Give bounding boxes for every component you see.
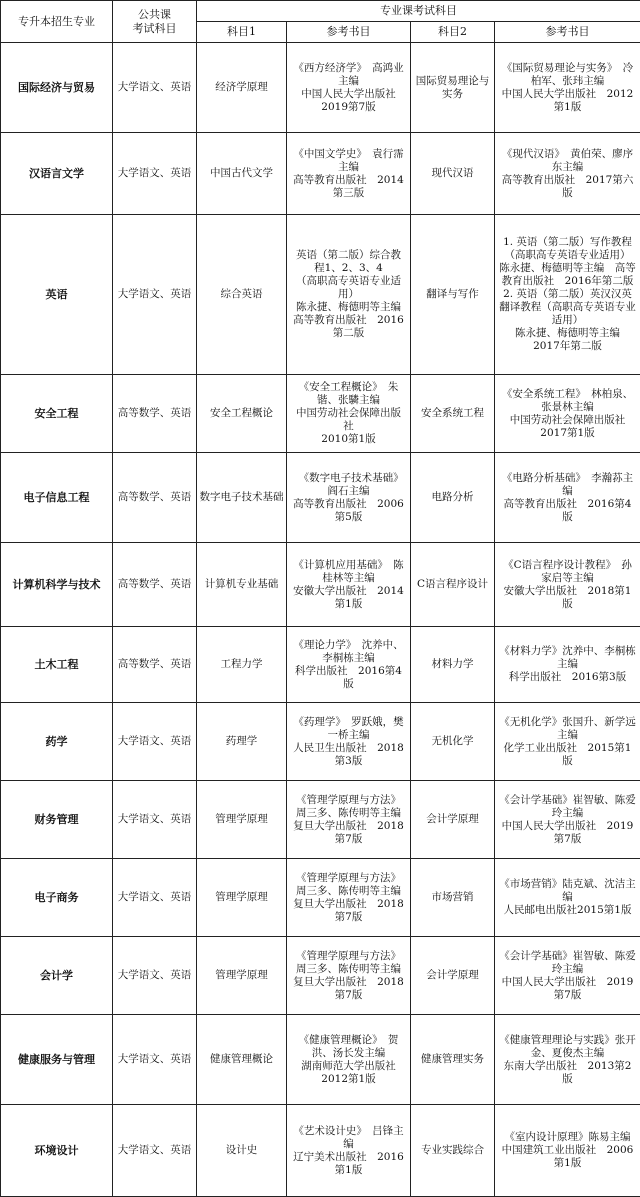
books1-cell [287, 43, 411, 133]
books1-cell [287, 781, 411, 859]
subject1-cell: 设计史 [197, 1105, 287, 1197]
books1-cell-line: 高等教育出版社 2006第5版 [291, 498, 406, 524]
books2-cell-line: 2. 英语（第二版）英汉汉英翻译教程（高职高专英语专业适用） [499, 288, 636, 327]
books1-cell-line: 周三多、陈传明等主编 [291, 885, 406, 898]
books2-cell [495, 453, 640, 543]
books2-cell [495, 215, 640, 375]
public-subjects-cell: 大学语文、英语 [113, 133, 197, 215]
subject1-cell: 管理学原理 [197, 781, 287, 859]
subject2-cell: 材料力学 [411, 627, 495, 703]
books2-cell-line: 1. 英语（第二版）写作教程（高职高专英语专业适用） [499, 236, 636, 262]
table-row [1, 859, 640, 937]
subject2-cell: 会计学原理 [411, 937, 495, 1015]
subject2-cell: 专业实践综合 [411, 1105, 495, 1197]
books1-cell-line: 《药理学》 罗跃娥，樊一桥主编 [291, 716, 406, 742]
books1-cell-line: 周三多、陈传明等主编 [291, 963, 406, 976]
books2-cell-line: 中国人民大学出版社 2012第1版 [499, 88, 636, 114]
subject1-cell: 综合英语 [197, 215, 287, 375]
major-cell: 电子信息工程 [1, 453, 113, 543]
subject2-cell: 无机化学 [411, 703, 495, 781]
books2-cell [495, 43, 640, 133]
major-cell: 电子商务 [1, 859, 113, 937]
books1-cell-line: 科学出版社 2016第4版 [291, 665, 406, 691]
subject2-cell: 健康管理实务 [411, 1015, 495, 1105]
books1-cell [287, 1105, 411, 1197]
books2-cell-line: 中国人民大学出版社 2019第7版 [499, 820, 636, 846]
table-body [1, 43, 640, 1197]
books2-cell-line: 中国人民大学出版社 2019第7版 [499, 976, 636, 1002]
books2-cell-line: 陈永捷、梅德明等主编 [499, 327, 636, 340]
books2-cell-line: 《会计学基础》崔智敏、陈爱玲主编 [499, 950, 636, 976]
books1-cell-line: 高等教育出版社 2014第三版 [291, 174, 406, 200]
header-major: 专升本招生专业 [1, 1, 113, 43]
header-professional: 专业课考试科目 [197, 1, 640, 22]
public-subjects-cell: 大学语文、英语 [113, 781, 197, 859]
books2-cell-line: 《无机化学》张国升、新学远主编 [499, 716, 636, 742]
books2-cell-line: 中国劳动社会保障出版社 [499, 414, 636, 427]
major-cell: 计算机科学与技术 [1, 543, 113, 627]
books1-cell-line: 安徽大学出版社 2014第1版 [291, 585, 406, 611]
table-row [1, 781, 640, 859]
books1-cell-line: 2012第1版 [291, 1073, 406, 1086]
header-books1: 参考书目 [287, 22, 411, 43]
books1-cell-line: 2010第1版 [291, 433, 406, 446]
books1-cell [287, 375, 411, 453]
subject1-cell: 健康管理概论 [197, 1015, 287, 1105]
public-subjects-cell: 高等数学、英语 [113, 543, 197, 627]
subject2-cell: 会计学原理 [411, 781, 495, 859]
table-row [1, 133, 640, 215]
subject2-cell: 安全系统工程 [411, 375, 495, 453]
major-cell: 药学 [1, 703, 113, 781]
subject2-cell: 国际贸易理论与实务 [411, 43, 495, 133]
books1-cell-line: 湖南师范大学出版社 [291, 1060, 406, 1073]
books2-cell [495, 543, 640, 627]
books1-cell-line: 周三多、陈传明等主编 [291, 807, 406, 820]
public-subjects-cell: 高等数学、英语 [113, 453, 197, 543]
books2-cell [495, 859, 640, 937]
major-cell: 土木工程 [1, 627, 113, 703]
subject2-cell: 电路分析 [411, 453, 495, 543]
books1-cell [287, 453, 411, 543]
major-cell: 健康服务与管理 [1, 1015, 113, 1105]
table-row [1, 1105, 640, 1197]
books1-cell [287, 859, 411, 937]
books2-cell [495, 1015, 640, 1105]
subject1-cell: 安全工程概论 [197, 375, 287, 453]
books2-cell [495, 375, 640, 453]
subject2-cell: 市场营销 [411, 859, 495, 937]
public-subjects-cell: 大学语文、英语 [113, 215, 197, 375]
books1-cell [287, 133, 411, 215]
table-row [1, 627, 640, 703]
books2-cell-line: 东南大学出版社 2013第2版 [499, 1060, 636, 1086]
books1-cell [287, 937, 411, 1015]
books2-cell-line: 陈永捷、梅德明等主编 高等教育出版社 2016年第二版 [499, 262, 636, 288]
public-subjects-cell: 大学语文、英语 [113, 1105, 197, 1197]
public-subjects-cell: 大学语文、英语 [113, 937, 197, 1015]
books1-cell-line: 《艺术设计史》 吕锋主编 [291, 1125, 406, 1151]
public-subjects-cell: 大学语文、英语 [113, 1015, 197, 1105]
books2-cell-line: 高等教育出版社 2016第4版 [499, 498, 636, 524]
header-subject1: 科目1 [197, 22, 287, 43]
subject2-cell: 翻译与写作 [411, 215, 495, 375]
books1-cell-line: 《管理学原理与方法》 [291, 950, 406, 963]
books1-cell-line: 《管理学原理与方法》 [291, 794, 406, 807]
table-row [1, 43, 640, 133]
books1-cell [287, 627, 411, 703]
books2-cell [495, 133, 640, 215]
public-subjects-cell: 高等数学、英语 [113, 627, 197, 703]
books2-cell [495, 781, 640, 859]
books1-cell-line: 陈永捷、梅德明等主编 [291, 301, 406, 314]
books2-cell-line: 科学出版社 2016第3版 [499, 671, 636, 684]
books1-cell [287, 215, 411, 375]
books1-cell-line: 中国劳动社会保障出版社 [291, 407, 406, 433]
books1-cell-line: 复旦大学出版社 2018第7版 [291, 976, 406, 1002]
books2-cell-line: 中国建筑工业出版社 2006第1版 [499, 1144, 636, 1170]
header-public-line1: 公共课 [115, 8, 194, 22]
subject1-cell: 工程力学 [197, 627, 287, 703]
books2-cell [495, 937, 640, 1015]
books1-cell-line: （高职高专英语专业适用） [291, 275, 406, 301]
books2-cell-line: 《C语言程序设计教程》 孙家启等主编 [499, 559, 636, 585]
subject1-cell: 经济学原理 [197, 43, 287, 133]
table-row [1, 543, 640, 627]
books2-cell-line: 2017年第二版 [499, 340, 636, 353]
books2-cell-line: 《健康管理理论与实践》张开金、夏俊杰主编 [499, 1034, 636, 1060]
books1-cell-line: 辽宁美术出版社 2016第1版 [291, 1151, 406, 1177]
subject1-cell: 数字电子技术基础 [197, 453, 287, 543]
subject1-cell: 药理学 [197, 703, 287, 781]
books1-cell-line: 《健康管理概论》 贺洪、汤长发主编 [291, 1034, 406, 1060]
books2-cell-line: 高等教育出版社 2017第六版 [499, 174, 636, 200]
books1-cell-line: 英语（第二版）综合教程1、2、3、4 [291, 249, 406, 275]
major-cell: 会计学 [1, 937, 113, 1015]
public-subjects-cell: 高等数学、英语 [113, 375, 197, 453]
books1-cell-line: 《理论力学》 沈养中、李桐栋主编 [291, 639, 406, 665]
table-row [1, 215, 640, 375]
books2-cell [495, 627, 640, 703]
books1-cell-line: 复旦大学出版社 2018第7版 [291, 820, 406, 846]
books1-cell-line: 《安全工程概论》 朱锴、张驎主编 [291, 381, 406, 407]
books1-cell [287, 543, 411, 627]
books1-cell-line: 《西方经济学》 高鸿业主编 [291, 62, 406, 88]
books2-cell-line: 安徽大学出版社 2018第1版 [499, 585, 636, 611]
books1-cell-line: 《中国文学史》 袁行霈主编 [291, 148, 406, 174]
books2-cell [495, 703, 640, 781]
public-subjects-cell: 大学语文、英语 [113, 43, 197, 133]
subject1-cell: 管理学原理 [197, 937, 287, 1015]
table-row [1, 1015, 640, 1105]
subject1-cell: 管理学原理 [197, 859, 287, 937]
header-subject2: 科目2 [411, 22, 495, 43]
subject2-cell: 现代汉语 [411, 133, 495, 215]
books2-cell-line: 2017第1版 [499, 427, 636, 440]
subject1-cell: 中国古代文学 [197, 133, 287, 215]
subject1-cell: 计算机专业基础 [197, 543, 287, 627]
books2-cell-line: 化学工业出版社 2015第1版 [499, 742, 636, 768]
major-cell: 环境设计 [1, 1105, 113, 1197]
books2-cell-line: 《会计学基础》崔智敏、陈爱玲主编 [499, 794, 636, 820]
books2-cell-line: 《室内设计原理》陈易主编 [499, 1131, 636, 1144]
major-cell: 汉语言文学 [1, 133, 113, 215]
header-public [113, 1, 197, 43]
major-cell: 国际经济与贸易 [1, 43, 113, 133]
books2-cell [495, 1105, 640, 1197]
major-cell: 财务管理 [1, 781, 113, 859]
books2-cell-line: 《电路分析基础》 李瀚荪主编 [499, 472, 636, 498]
books1-cell-line: 人民卫生出版社 2018第3版 [291, 742, 406, 768]
books2-cell-line: 《市场营销》陆克斌、沈洁主编 [499, 878, 636, 904]
books1-cell-line: 复旦大学出版社 2018第7版 [291, 898, 406, 924]
books1-cell-line: 中国人民大学出版社2019第7版 [291, 88, 406, 114]
table-row [1, 375, 640, 453]
books2-cell-line: 《材料力学》沈养中、李桐栋主编 [499, 645, 636, 671]
books1-cell-line: 《数字电子技术基础》 阎石主编 [291, 472, 406, 498]
table-row [1, 703, 640, 781]
books2-cell-line: 《安全系统工程》 林柏泉、张景林主编 [499, 388, 636, 414]
books2-cell-line: 《现代汉语》 黄伯荣、廖序东主编 [499, 148, 636, 174]
header-public-line2: 考试科目 [115, 22, 194, 36]
major-cell: 英语 [1, 215, 113, 375]
books1-cell-line: 《管理学原理与方法》 [291, 872, 406, 885]
header-books2: 参考书目 [495, 22, 640, 43]
books2-cell-line: 《国际贸易理论与实务》 冷柏军、张玮主编 [499, 62, 636, 88]
table-row [1, 937, 640, 1015]
subject2-cell: C语言程序设计 [411, 543, 495, 627]
books1-cell-line: 《计算机应用基础》 陈桂林等主编 [291, 559, 406, 585]
books1-cell [287, 703, 411, 781]
books2-cell-line: 人民邮电出版社2015第1版 [499, 904, 636, 917]
public-subjects-cell: 大学语文、英语 [113, 859, 197, 937]
books1-cell [287, 1015, 411, 1105]
books1-cell-line: 高等教育出版社 2016第二版 [291, 314, 406, 340]
public-subjects-cell: 大学语文、英语 [113, 703, 197, 781]
table-row [1, 453, 640, 543]
major-cell: 安全工程 [1, 375, 113, 453]
